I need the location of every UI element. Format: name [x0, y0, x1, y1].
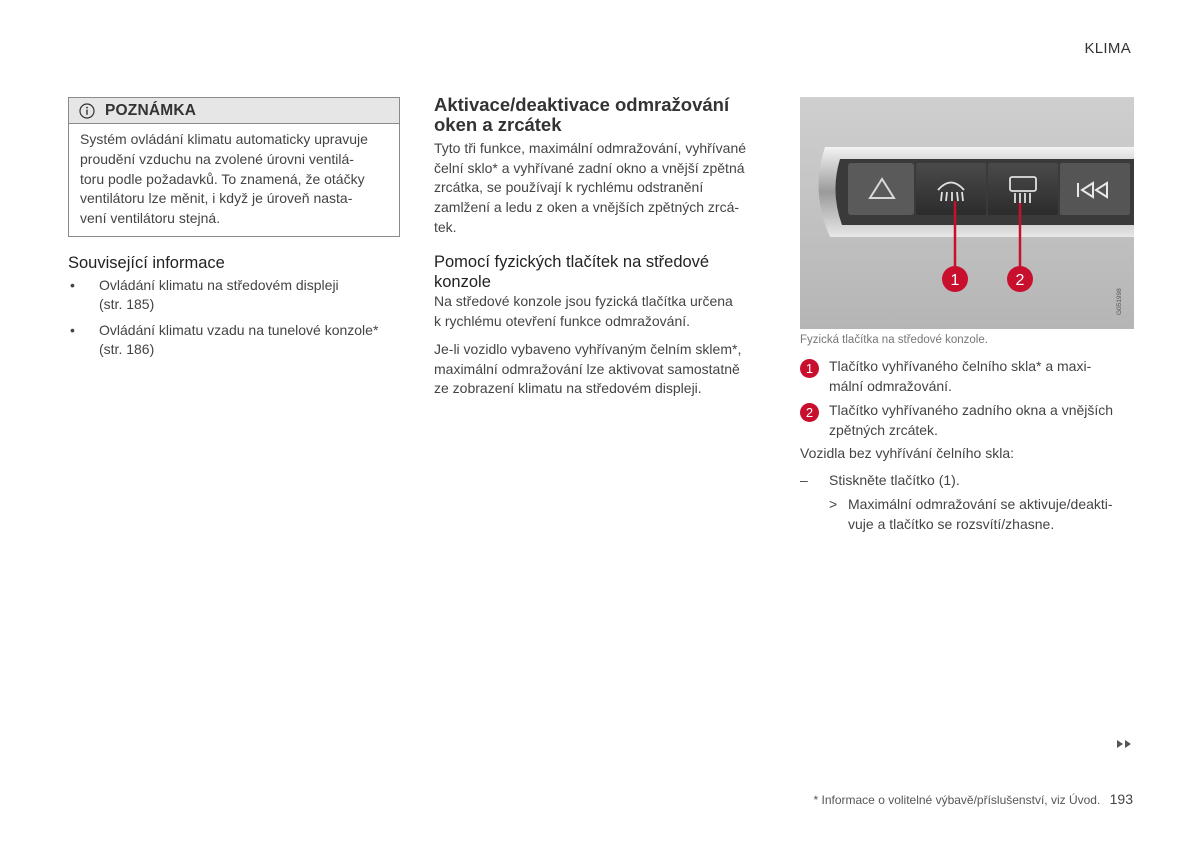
related-page-ref[interactable]: (str. 185) [99, 296, 155, 312]
image-code: G051998 [1116, 288, 1123, 315]
paragraph-line: Je-li vozidlo vybaveno vyhřívaným čelním sklem*, [434, 341, 742, 357]
paragraph-line: ze zobrazení klimatu na středovém displeji. [434, 380, 702, 397]
figure-caption: Fyzická tlačítka na středové konzole. [800, 334, 988, 346]
result-text [848, 495, 1113, 534]
main-heading-line: oken a zrcátek [434, 114, 562, 135]
related-page-ref[interactable]: (str. 186) [99, 341, 155, 357]
note-text [69, 124, 399, 229]
related-item[interactable] [70, 321, 400, 361]
related-item[interactable] [70, 276, 400, 316]
numbered-text: mální odmražování. [829, 377, 952, 394]
note-line: proudění vzduchu na zvolené úrovni ventilá- [80, 150, 354, 167]
console-buttons-figure [800, 97, 1134, 329]
step-marker: – [800, 472, 808, 488]
steps-intro: Vozidla bez vyhřívání čelního skla: [800, 445, 1015, 461]
intro-paragraph [434, 139, 746, 238]
numbered-text: Tlačítko vyhřívaného čelního skla* a maxi- [829, 358, 1092, 374]
paragraph-line: zrcátka, se používají k rychlému odstranění [434, 179, 704, 196]
sub-heading-line: konzole [434, 273, 491, 291]
continue-arrows-icon [1116, 736, 1134, 754]
svg-text:1: 1 [805, 361, 814, 376]
paragraph-line: Tyto tři funkce, maximální odmražování, vyhřívané [434, 140, 747, 156]
page-number: 193 [1109, 791, 1133, 807]
section-title: KLIMA [1084, 40, 1131, 57]
paragraph-line: tek. [434, 218, 457, 235]
footnote: * Informace o volitelné výbavě/příslušenství, viz Úvod. [813, 793, 1101, 807]
svg-text:2: 2 [805, 405, 814, 420]
bullet: • [70, 322, 75, 338]
bullet: • [70, 277, 75, 293]
note-line: vení ventilátoru stejná. [80, 210, 221, 227]
sub-heading [434, 252, 709, 292]
paragraph-line: zamlžení a ledu z oken a vnějších zpětných zrcá- [434, 199, 740, 216]
paragraph-line: maximální odmražování lze aktivovat samostatně [434, 360, 740, 377]
sub-heading-line: Pomocí fyzických tlačítek na středové [434, 253, 710, 271]
main-heading [434, 95, 729, 135]
numbered-text: Tlačítko vyhřívaného zadního okna a vnějších [829, 402, 1114, 418]
number-badge-1 [800, 359, 819, 378]
note-line: toru podle požadavků. To znamená, že otáčky [80, 170, 365, 187]
numbered-text: zpětných zrcátek. [829, 421, 938, 438]
result-marker: > [829, 496, 838, 512]
paragraph [434, 292, 733, 331]
paragraph [434, 340, 741, 399]
footer [814, 791, 1134, 807]
related-link[interactable]: Ovládání klimatu na středovém displeji [99, 277, 339, 293]
callout-1-label: 1 [950, 272, 960, 289]
related-link[interactable]: Ovládání klimatu vzadu na tunelové konzole* [99, 322, 379, 338]
related-heading: Související informace [68, 254, 225, 272]
callout-2-label: 2 [1015, 272, 1025, 289]
paragraph-line: Na středové konzole jsou fyzická tlačítka určena [434, 293, 733, 309]
note-line: ventilátoru lze měnit, i když je úroveň nasta- [80, 190, 353, 207]
number-badge-2 [800, 403, 819, 422]
result-line: Maximální odmražování se aktivuje/deakti- [848, 496, 1113, 512]
note-header [69, 98, 399, 124]
info-icon [79, 103, 95, 119]
result-line: vuje a tlačítko se rozsvítí/zhasne. [848, 515, 1055, 532]
numbered-item [800, 401, 1134, 441]
paragraph-line: čelní sklo* a vyhřívané zadní okno a vnější zpětná [434, 159, 745, 176]
note-title: POZNÁMKA [105, 101, 197, 119]
paragraph-line: k rychlému otevření funkce odmražování. [434, 312, 691, 329]
note-box [68, 97, 400, 237]
main-heading-line: Aktivace/deaktivace odmražování [434, 94, 730, 115]
step-text: Stiskněte tlačítko (1). [829, 472, 960, 488]
numbered-item [800, 357, 1134, 397]
note-line: Systém ovládání klimatu automaticky upravuje [80, 131, 368, 147]
